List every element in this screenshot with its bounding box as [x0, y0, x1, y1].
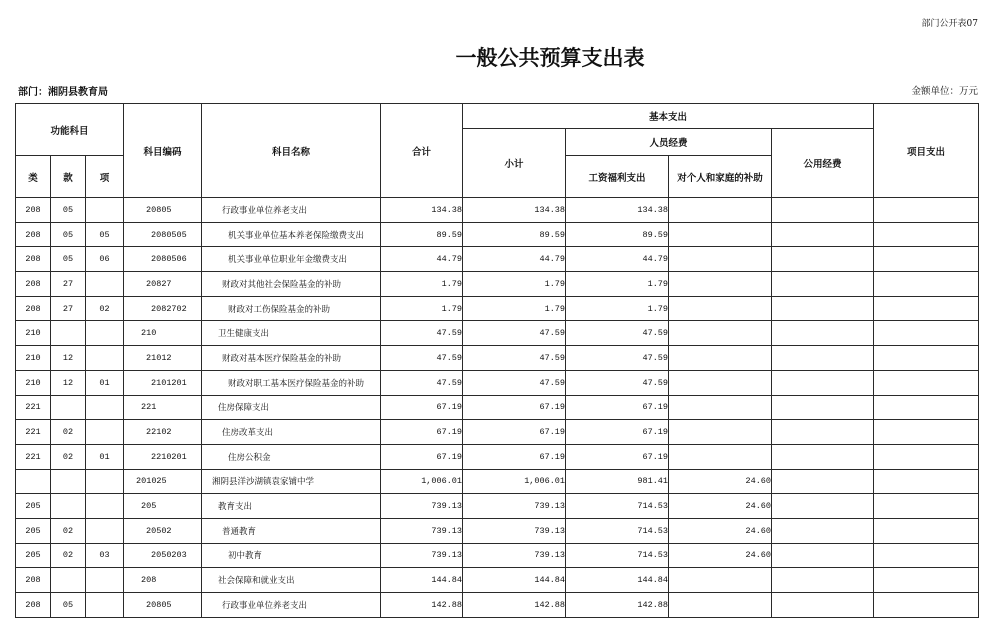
cell-household-subsidies: [669, 222, 772, 247]
cell-project-expenditure: [874, 518, 979, 543]
cell-subtotal: 144.84: [463, 568, 566, 593]
cell-total: 134.38: [381, 198, 463, 223]
cell-item: 06: [86, 247, 124, 272]
table-row: [16, 370, 979, 395]
cell-household-subsidies: [669, 593, 772, 618]
cell-item: [86, 420, 124, 445]
cell-project-expenditure: [874, 593, 979, 618]
cell-item: [86, 198, 124, 223]
cell-item: [86, 346, 124, 371]
cell-subtotal: 739.13: [463, 518, 566, 543]
cell-household-subsidies: 24.60: [669, 518, 772, 543]
cell-item: [86, 593, 124, 618]
cell-subject-code: 201025: [124, 469, 202, 494]
cell-wages-welfare: 981.41: [566, 469, 669, 494]
cell-wages-welfare: 714.53: [566, 518, 669, 543]
cell-subtotal: 134.38: [463, 198, 566, 223]
cell-category: 208: [16, 296, 51, 321]
cell-project-expenditure: [874, 247, 979, 272]
cell-category: 210: [16, 370, 51, 395]
header-total: 合计: [381, 104, 463, 198]
table-row: [16, 272, 979, 297]
cell-household-subsidies: [669, 346, 772, 371]
cell-subtotal: 1.79: [463, 272, 566, 297]
cell-project-expenditure: [874, 272, 979, 297]
cell-subject-code: 2082702: [124, 296, 202, 321]
header-row: [16, 104, 979, 129]
table-row: [16, 494, 979, 519]
cell-section: 27: [51, 296, 86, 321]
cell-household-subsidies: [669, 395, 772, 420]
cell-subject-name: 机关事业单位基本养老保险缴费支出: [202, 222, 381, 247]
cell-public-expenses: [772, 593, 874, 618]
cell-household-subsidies: 24.60: [669, 469, 772, 494]
cell-wages-welfare: 1.79: [566, 296, 669, 321]
cell-wages-welfare: 67.19: [566, 444, 669, 469]
cell-subject-name: 普通教育: [202, 518, 381, 543]
cell-public-expenses: [772, 346, 874, 371]
cell-item: [86, 395, 124, 420]
cell-public-expenses: [772, 395, 874, 420]
cell-total: 47.59: [381, 346, 463, 371]
cell-subtotal: 739.13: [463, 494, 566, 519]
cell-total: 67.19: [381, 444, 463, 469]
cell-category: 205: [16, 494, 51, 519]
cell-section: [51, 568, 86, 593]
cell-total: 142.88: [381, 593, 463, 618]
cell-project-expenditure: [874, 198, 979, 223]
cell-public-expenses: [772, 494, 874, 519]
cell-subject-code: 210: [124, 321, 202, 346]
cell-subtotal: 1.79: [463, 296, 566, 321]
cell-public-expenses: [772, 296, 874, 321]
cell-total: 1,006.01: [381, 469, 463, 494]
cell-project-expenditure: [874, 494, 979, 519]
table-row: [16, 444, 979, 469]
cell-public-expenses: [772, 543, 874, 568]
header-subtotal: 小计: [463, 129, 566, 198]
cell-subject-name: 住房保障支出: [202, 395, 381, 420]
cell-household-subsidies: [669, 568, 772, 593]
cell-public-expenses: [772, 568, 874, 593]
cell-item: [86, 321, 124, 346]
cell-section: [51, 321, 86, 346]
cell-section: 02: [51, 444, 86, 469]
cell-total: 44.79: [381, 247, 463, 272]
cell-public-expenses: [772, 247, 874, 272]
cell-project-expenditure: [874, 222, 979, 247]
cell-wages-welfare: 47.59: [566, 321, 669, 346]
table-row: [16, 321, 979, 346]
cell-wages-welfare: 134.38: [566, 198, 669, 223]
cell-section: [51, 469, 86, 494]
cell-total: 67.19: [381, 395, 463, 420]
cell-subject-name: 行政事业单位养老支出: [202, 593, 381, 618]
cell-subject-code: 20805: [124, 198, 202, 223]
cell-category: 208: [16, 247, 51, 272]
cell-subject-name: 机关事业单位职业年金缴费支出: [202, 247, 381, 272]
cell-category: 208: [16, 568, 51, 593]
cell-subject-code: 2210201: [124, 444, 202, 469]
cell-section: 05: [51, 247, 86, 272]
table-row: [16, 395, 979, 420]
cell-subject-code: 21012: [124, 346, 202, 371]
cell-household-subsidies: [669, 198, 772, 223]
cell-subject-name: 财政对其他社会保险基金的补助: [202, 272, 381, 297]
header-subject-code: 科目编码: [124, 104, 202, 198]
cell-subtotal: 47.59: [463, 321, 566, 346]
cell-subject-code: 208: [124, 568, 202, 593]
cell-subject-code: 2080505: [124, 222, 202, 247]
table-row: [16, 593, 979, 618]
table-row: [16, 346, 979, 371]
budget-table: [15, 103, 979, 618]
header-section: 款: [51, 156, 86, 198]
cell-subject-code: 2050203: [124, 543, 202, 568]
table-row: [16, 247, 979, 272]
cell-public-expenses: [772, 321, 874, 346]
cell-project-expenditure: [874, 543, 979, 568]
cell-subtotal: 47.59: [463, 346, 566, 371]
cell-category: 208: [16, 198, 51, 223]
table-row: [16, 198, 979, 223]
cell-household-subsidies: [669, 370, 772, 395]
header-basic-expenditure: 基本支出: [463, 104, 874, 129]
amount-unit-label: 金额单位：万元: [911, 86, 978, 97]
cell-subtotal: 44.79: [463, 247, 566, 272]
table-row: [16, 568, 979, 593]
cell-wages-welfare: 1.79: [566, 272, 669, 297]
cell-total: 1.79: [381, 272, 463, 297]
cell-wages-welfare: 144.84: [566, 568, 669, 593]
cell-item: [86, 272, 124, 297]
cell-subtotal: 1,006.01: [463, 469, 566, 494]
cell-subject-name: 湘阴县洋沙湖镇袁家铺中学: [202, 469, 381, 494]
cell-subject-code: 20805: [124, 593, 202, 618]
cell-category: 221: [16, 444, 51, 469]
header-category: 类: [16, 156, 51, 198]
cell-wages-welfare: 47.59: [566, 346, 669, 371]
cell-category: 208: [16, 222, 51, 247]
cell-item: 01: [86, 370, 124, 395]
cell-public-expenses: [772, 444, 874, 469]
cell-section: 02: [51, 420, 86, 445]
cell-total: 89.59: [381, 222, 463, 247]
cell-section: [51, 494, 86, 519]
cell-public-expenses: [772, 272, 874, 297]
cell-item: [86, 494, 124, 519]
cell-category: 210: [16, 321, 51, 346]
table-row: [16, 420, 979, 445]
table-row: [16, 469, 979, 494]
header-project-expenditure: 项目支出: [874, 104, 979, 198]
cell-section: 12: [51, 370, 86, 395]
cell-public-expenses: [772, 518, 874, 543]
cell-project-expenditure: [874, 321, 979, 346]
cell-subject-code: 22102: [124, 420, 202, 445]
cell-subject-code: 205: [124, 494, 202, 519]
header-wages-welfare: 工资福利支出: [566, 156, 669, 198]
cell-category: 205: [16, 543, 51, 568]
cell-subtotal: 67.19: [463, 444, 566, 469]
cell-section: 05: [51, 222, 86, 247]
cell-item: 02: [86, 296, 124, 321]
cell-total: 739.13: [381, 518, 463, 543]
cell-total: 47.59: [381, 370, 463, 395]
cell-section: 12: [51, 346, 86, 371]
cell-project-expenditure: [874, 444, 979, 469]
cell-section: 02: [51, 543, 86, 568]
cell-subject-name: 社会保障和就业支出: [202, 568, 381, 593]
cell-wages-welfare: 44.79: [566, 247, 669, 272]
cell-subject-code: 20827: [124, 272, 202, 297]
page-title: 一般公共预算支出表: [455, 45, 645, 70]
cell-household-subsidies: 24.60: [669, 543, 772, 568]
cell-subject-name: 初中教育: [202, 543, 381, 568]
cell-project-expenditure: [874, 370, 979, 395]
cell-subject-name: 教育支出: [202, 494, 381, 519]
cell-section: 27: [51, 272, 86, 297]
cell-subtotal: 47.59: [463, 370, 566, 395]
cell-section: 05: [51, 198, 86, 223]
header-personnel-expenses: 人员经费: [566, 129, 772, 156]
cell-project-expenditure: [874, 346, 979, 371]
cell-household-subsidies: [669, 420, 772, 445]
cell-item: [86, 568, 124, 593]
cell-subject-code: 2080506: [124, 247, 202, 272]
cell-total: 144.84: [381, 568, 463, 593]
cell-category: [16, 469, 51, 494]
cell-subtotal: 142.88: [463, 593, 566, 618]
cell-category: 208: [16, 272, 51, 297]
header-subject-name: 科目名称: [202, 104, 381, 198]
cell-wages-welfare: 67.19: [566, 395, 669, 420]
header-function-subject: 功能科目: [16, 104, 124, 156]
cell-project-expenditure: [874, 420, 979, 445]
cell-project-expenditure: [874, 296, 979, 321]
form-number: 部门公开表07: [921, 19, 978, 29]
cell-project-expenditure: [874, 395, 979, 420]
cell-section: 02: [51, 518, 86, 543]
cell-subject-name: 住房改革支出: [202, 420, 381, 445]
cell-household-subsidies: [669, 444, 772, 469]
cell-project-expenditure: [874, 568, 979, 593]
header-household-subsidies: 对个人和家庭的补助: [669, 156, 772, 198]
cell-item: [86, 518, 124, 543]
cell-wages-welfare: 142.88: [566, 593, 669, 618]
table-body: [16, 198, 979, 618]
cell-household-subsidies: [669, 296, 772, 321]
cell-item: 01: [86, 444, 124, 469]
table-row: [16, 543, 979, 568]
cell-section: [51, 395, 86, 420]
cell-item: 03: [86, 543, 124, 568]
cell-subtotal: 89.59: [463, 222, 566, 247]
cell-subject-code: 20502: [124, 518, 202, 543]
cell-public-expenses: [772, 469, 874, 494]
header-item: 项: [86, 156, 124, 198]
cell-subject-code: 2101201: [124, 370, 202, 395]
table-row: [16, 518, 979, 543]
cell-wages-welfare: 47.59: [566, 370, 669, 395]
cell-category: 221: [16, 420, 51, 445]
cell-total: 47.59: [381, 321, 463, 346]
cell-public-expenses: [772, 370, 874, 395]
cell-total: 739.13: [381, 494, 463, 519]
cell-wages-welfare: 89.59: [566, 222, 669, 247]
cell-category: 210: [16, 346, 51, 371]
cell-item: 05: [86, 222, 124, 247]
cell-household-subsidies: [669, 272, 772, 297]
cell-category: 205: [16, 518, 51, 543]
table-row: [16, 222, 979, 247]
cell-subject-code: 221: [124, 395, 202, 420]
cell-household-subsidies: 24.60: [669, 494, 772, 519]
cell-total: 1.79: [381, 296, 463, 321]
cell-household-subsidies: [669, 247, 772, 272]
cell-total: 67.19: [381, 420, 463, 445]
cell-subject-name: 住房公积金: [202, 444, 381, 469]
cell-category: 221: [16, 395, 51, 420]
cell-wages-welfare: 714.53: [566, 494, 669, 519]
cell-subject-name: 行政事业单位养老支出: [202, 198, 381, 223]
cell-subject-name: 财政对职工基本医疗保险基金的补助: [202, 370, 381, 395]
cell-subject-name: 财政对基本医疗保险基金的补助: [202, 346, 381, 371]
cell-public-expenses: [772, 420, 874, 445]
cell-wages-welfare: 67.19: [566, 420, 669, 445]
table-header: [16, 104, 979, 198]
cell-public-expenses: [772, 222, 874, 247]
cell-wages-welfare: 714.53: [566, 543, 669, 568]
cell-subtotal: 67.19: [463, 420, 566, 445]
table-row: [16, 296, 979, 321]
department-label: 部门：湘阴县教育局: [18, 87, 108, 98]
header-public-expenses: 公用经费: [772, 129, 874, 198]
cell-project-expenditure: [874, 469, 979, 494]
cell-subject-name: 卫生健康支出: [202, 321, 381, 346]
cell-section: 05: [51, 593, 86, 618]
cell-public-expenses: [772, 198, 874, 223]
cell-household-subsidies: [669, 321, 772, 346]
cell-item: [86, 469, 124, 494]
cell-subject-name: 财政对工伤保险基金的补助: [202, 296, 381, 321]
cell-subtotal: 67.19: [463, 395, 566, 420]
cell-total: 739.13: [381, 543, 463, 568]
cell-category: 208: [16, 593, 51, 618]
cell-subtotal: 739.13: [463, 543, 566, 568]
